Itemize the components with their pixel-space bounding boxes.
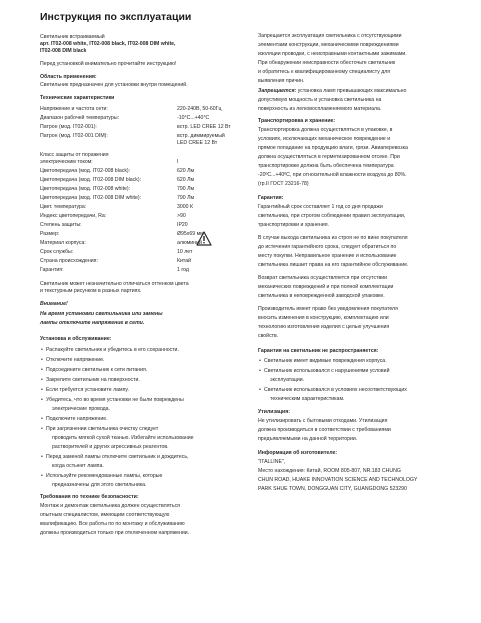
prohibit-italic-text: поверхность из легковоспламеняемого материала. — [258, 106, 382, 112]
warranty-text: светильника лишает права на его гарантийное обслуживание. — [258, 262, 409, 268]
page-title: Инструкция по эксплуатации — [40, 11, 192, 23]
disposal-text: Не утилизировать с бытовыми отходами. Утилизация — [258, 418, 388, 424]
list-item: • Закрепите светильник на поверхности. — [46, 377, 140, 384]
prohibit-text: При обнаружении неисправности обесточьте светильник — [258, 60, 396, 66]
transport-text: транспортировке должна быть обеспечена температура — [258, 163, 394, 169]
warranty-text: транспортировки и хранения. — [258, 222, 329, 228]
warranty-text: технологию изготовления изделия с целью улучшения — [258, 324, 390, 330]
prohibit-italic-line — [258, 88, 406, 95]
warranty-text: В случае выхода светильника из строя не по вине покупателя — [258, 235, 408, 241]
list-item-cont: растворителей и других агрессивных реагентов. — [52, 444, 169, 450]
warranty-text: светильника в неповрежденной заводской упаковке. — [258, 293, 385, 299]
warranty-text: Гарантийный срок составляет 1 год со дня продажи — [258, 204, 383, 210]
prohibit-text: выявления причин. — [258, 78, 305, 84]
usage-heading: Область применения: — [40, 74, 97, 80]
usage-text: Светильник предназначен для установки внутри помещений. — [40, 82, 188, 88]
prohibit-text: элементами конструкции, механическими повреждениями — [258, 42, 399, 48]
warranty-heading: Гарантия: — [258, 195, 284, 201]
safety-text: Монтаж и демонтаж светильника должен осуществляться — [40, 503, 180, 509]
manufacturer-heading: Информация об изготовителе: — [258, 450, 338, 456]
warranty-text: Возврат светильника осуществляется при отсутствии — [258, 275, 388, 281]
safety-text: опытным специалистом, имеющим соответствующую — [40, 512, 170, 518]
prohibit-text: Запрещается эксплуатация светильника с отсутствующими — [258, 33, 402, 39]
list-item: • Если требуется установите лампу. — [46, 387, 129, 394]
list-item: • Убедитесь, что во время установки не были повреждены — [46, 397, 184, 404]
prohibit-label: Запрещается: — [258, 88, 297, 94]
list-item-cont: проводить мягкой сухой тканью. Избегайте использование — [52, 435, 194, 441]
transport-text: Транспортировка должна осуществляться в упаковке, в — [258, 127, 393, 133]
warranty-text: вносить изменения в конструкцию, комплектацию или — [258, 315, 389, 321]
manufacturer-text: PARK SHUE TOWN, DONGGUAN CITY, GUANGDONG 523290 — [258, 486, 407, 492]
safety-heading: Требования по технике безопасности: — [40, 494, 139, 500]
manufacturer-text: Место нахождения: Китай, ROOM 805-807, NR.183 CHUNG — [258, 468, 401, 474]
list-item: • Светильник имеет видимые повреждения корпуса. — [264, 358, 387, 365]
list-item: • Используйте рекомендованные лампы, которые — [46, 473, 162, 480]
warning-title: Внимание! — [40, 301, 68, 307]
warranty-text: месту покупки. Неправильное хранение и использование — [258, 253, 397, 259]
list-item: • Перед заменой лампы отключите светильник и дождитесь, — [46, 454, 189, 461]
transport-heading: Транспортировка и хранение: — [258, 118, 336, 124]
prohibit-text: изоляции проводки, с неисправными контактными зажимами. — [258, 51, 407, 57]
prohibit-italic-text: допустимую мощность и установка светильника на — [258, 97, 382, 103]
warranty-text: до истечения гарантийного срока, следует обратиться по — [258, 244, 397, 250]
warranty-text: Производитель имеет право без уведомления покупателя — [258, 306, 398, 312]
list-item: • Подсоедините светильник к сети питания. — [46, 367, 147, 374]
warning-text: На время установки светильника или замены — [40, 311, 163, 317]
list-item-cont: когда остынет лампа. — [52, 463, 104, 469]
disposal-heading: Утилизация: — [258, 409, 290, 415]
specs-heading: Технические характеристики — [40, 95, 115, 101]
warranty-text: механических повреждений и при полной комплектации — [258, 284, 394, 290]
transport-text: прямое попадание на продукцию влаги, грязи. Авиаперевозка — [258, 145, 408, 151]
product-articles-cont: IT02-008 DIM black — [40, 48, 87, 54]
list-item: • Распакуйте светильник и убедитесь в его сохранности. — [46, 347, 179, 354]
manufacturer-text: "ITALLINE", — [258, 459, 286, 465]
list-item: • При загрязнении светильника очистку следует — [46, 426, 158, 433]
list-item-cont: предназначены для этого светильника. — [52, 482, 147, 488]
variation-note-cont: и текстурным рисунком в разных партиях. — [40, 288, 142, 294]
list-item: • Светильник использовался в условиях несоответствующих — [264, 387, 407, 394]
disposal-text: предъявляемыми на данной территории. — [258, 436, 358, 442]
list-item-cont: техническим характеристикам. — [270, 396, 345, 402]
safety-text: квалификацию. Все работы по по монтажу и обслуживанию — [40, 521, 185, 527]
product-articles: арт. IT02-008 white, IT02-008 black, IT02-008 DIM white, — [40, 41, 176, 47]
list-item-cont: электрические провода. — [52, 406, 111, 412]
list-item-cont: эксплуатации. — [270, 377, 305, 383]
prohibit-text: и обратитесь к квалифицированному специалисту для — [258, 69, 391, 75]
safety-text: должны производиться только при отключенном напряжении. — [40, 530, 190, 536]
list-item: • Подключите напряжение. — [46, 416, 108, 423]
transport-text: -20ºС...+40ºС, при относительной влажности воздуха до 80%. — [258, 172, 407, 178]
no-warranty-heading: Гарантия на светильник не распространяется: — [258, 348, 379, 354]
list-item: • Светильник использовался с нарушениями условий — [264, 368, 389, 375]
prohibit-italic-text: установка ламп превышающих максимально — [296, 88, 407, 94]
list-item: • Отключите напряжение. — [46, 357, 104, 364]
warning-text-cont: лампы отключите напряжение в сети. — [40, 320, 145, 326]
warranty-text: свойств. — [258, 333, 279, 339]
variation-note: Светильник может незначительно отличаться оттенком цвета — [40, 281, 189, 287]
product-type: Светильник встраиваемый — [40, 34, 105, 40]
manufacturer-text: CHUN ROAD, HUAKE INNOVATION SCIENCE AND TECHNOLOGY — [258, 477, 418, 483]
transport-text: условиях, исключающих механическое повреждение и — [258, 136, 391, 142]
transport-text: должна осуществляться в герметизированном отсеке. При — [258, 154, 400, 160]
install-heading: Установка и обслуживание: — [40, 336, 112, 342]
disposal-text: должна производиться в соответствии с требованиями — [258, 427, 391, 433]
transport-text: (гр.II ГОСТ 23216-78) — [258, 181, 309, 187]
warning-triangle-icon — [196, 231, 212, 246]
warranty-text: светильника, при строгом соблюдении правил эксплуатации, — [258, 213, 406, 219]
read-instructions-note: Перед установкой внимательно прочитайте инструкцию! — [40, 61, 177, 67]
